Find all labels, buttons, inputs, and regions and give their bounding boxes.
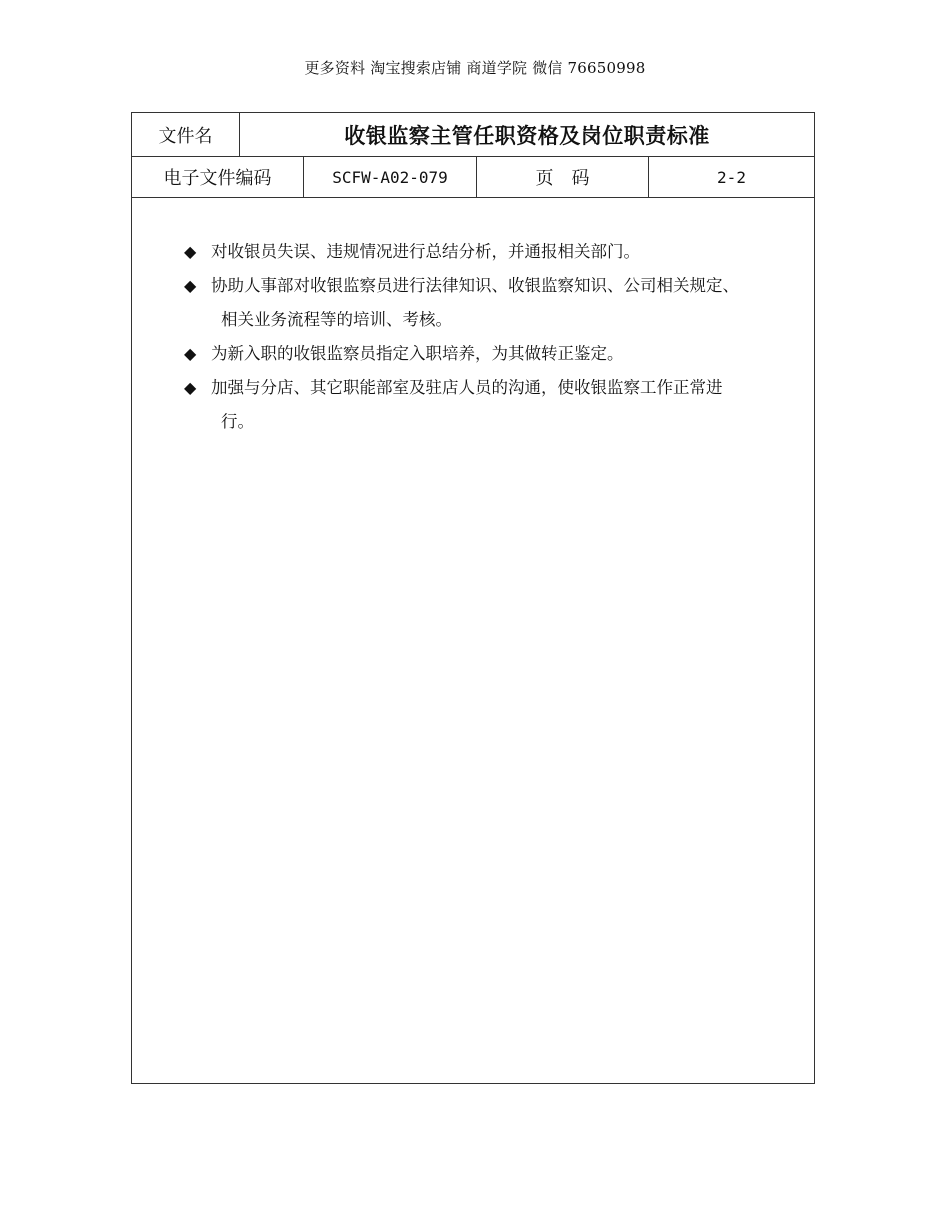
diamond-bullet-icon: ◆ [184, 242, 197, 261]
duty-text: 为新入职的收银监察员指定入职培养，为其做转正鉴定。 [211, 344, 624, 363]
file-code-row [132, 157, 814, 198]
duty-text: 加强与分店、其它职能部室及驻店人员的沟通，使收银监察工作正常进 [211, 378, 723, 397]
file-name-label: 文件名 [158, 125, 213, 147]
diamond-bullet-icon: ◆ [184, 276, 197, 295]
diamond-bullet-icon: ◆ [184, 378, 197, 397]
list-item [184, 235, 804, 269]
code-value: SCFW-A02-079 [303, 157, 476, 197]
duty-list [184, 235, 804, 439]
document-body [132, 198, 814, 1083]
page-label: 页 码 [476, 157, 648, 197]
duty-text-continuation: 行。 [221, 412, 254, 431]
file-name-row [132, 113, 814, 157]
document-frame [131, 112, 815, 1084]
list-item [184, 269, 804, 337]
page-value: 2-2 [648, 157, 814, 197]
list-item [184, 337, 804, 371]
header-note: 更多资料 淘宝搜索店铺 商道学院 微信 76650998 [304, 59, 646, 77]
duty-text: 对收银员失误、违规情况进行总结分析，并通报相关部门。 [211, 242, 640, 261]
diamond-bullet-icon: ◆ [184, 344, 197, 363]
code-label: 电子文件编码 [163, 168, 272, 189]
document-title: 收银监察主管任职资格及岗位职责标准 [239, 113, 814, 156]
duty-text-continuation: 相关业务流程等的培训、考核。 [221, 310, 452, 329]
duty-text: 协助人事部对收银监察员进行法律知识、收银监察知识、公司相关规定、 [211, 276, 739, 295]
list-item [184, 371, 804, 439]
